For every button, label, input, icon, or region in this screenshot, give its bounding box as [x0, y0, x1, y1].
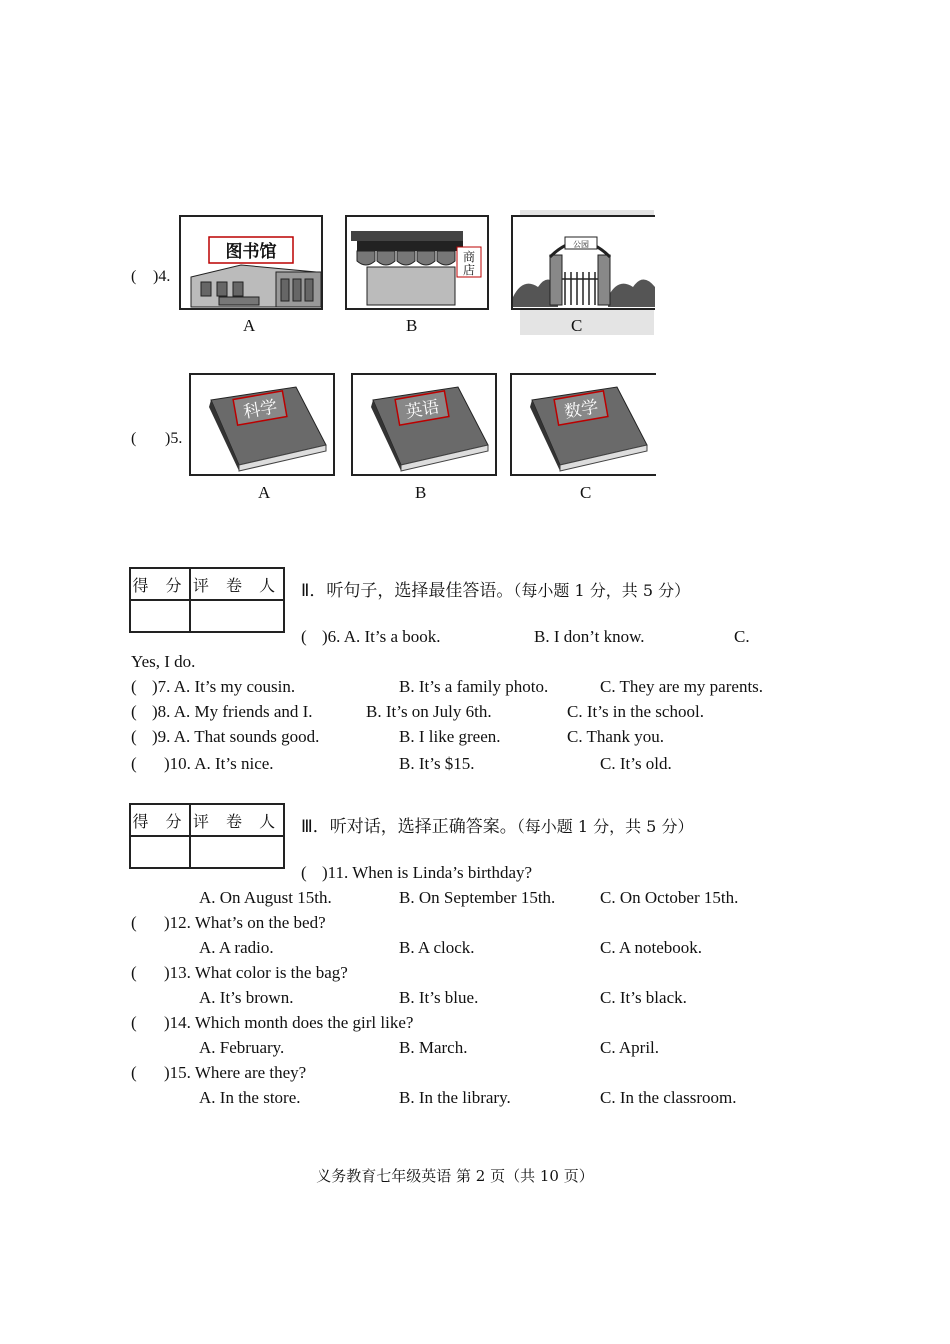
english-book-icon [353, 375, 495, 474]
english-sign: 英语 [403, 397, 441, 423]
q8-option-b: B. It’s on July 6th. [366, 702, 492, 721]
q7-option-b: B. It’s a family photo. [399, 677, 549, 696]
q5-option-b-label: B [415, 483, 427, 502]
shop-icon [347, 217, 487, 308]
score-box-section3 [129, 803, 285, 869]
grader-header: 评 卷 人 [190, 568, 284, 600]
q13-option-a: A. It’s brown. [199, 988, 294, 1007]
q5-option-c-image[interactable] [510, 373, 656, 476]
q5-paren[interactable]: ( [131, 430, 137, 447]
q8-stem: )8. A. My friends and I. [152, 702, 313, 721]
q6-option-c-text: Yes, I do. [131, 652, 196, 671]
q5-option-a-label: A [258, 483, 271, 502]
score-cell[interactable] [130, 836, 190, 868]
q11-option-c: C. On October 15th. [600, 888, 739, 907]
q12-stem: )12. What’s on the bed? [164, 913, 326, 932]
q14-stem: )14. Which month does the girl like? [164, 1013, 414, 1032]
q8-paren[interactable]: ( [131, 702, 137, 721]
q6-option-c: C. [734, 627, 750, 646]
q12-option-a: A. A radio. [199, 938, 274, 957]
score-header: 得 分 [130, 804, 190, 836]
q14-option-a: A. February. [199, 1038, 285, 1057]
score-box-section2 [129, 567, 285, 633]
q13-option-c: C. It’s black. [600, 988, 687, 1007]
library-building-icon [181, 217, 321, 308]
grader-cell[interactable] [190, 600, 284, 632]
svg-text:店: 店 [462, 263, 476, 277]
q4-option-b-image[interactable] [345, 215, 489, 310]
q11-stem: )11. When is Linda’s birthday? [322, 863, 533, 882]
q15-option-b: B. In the library. [399, 1088, 511, 1107]
section3-title: Ⅲ．听对话，选择正确答案。（每小题 1 分，共 5 分） [301, 817, 694, 837]
svg-text:商: 商 [462, 250, 476, 264]
park-gate-icon [513, 217, 655, 308]
q5-option-b-image[interactable] [351, 373, 497, 476]
q4-option-b-label: B [406, 316, 418, 335]
q13-stem: )13. What color is the bag? [164, 963, 348, 982]
q4-number: )4. [153, 268, 171, 285]
section2-title: Ⅱ．听句子，选择最佳答语。（每小题 1 分，共 5 分） [301, 581, 691, 601]
q5-option-a-image[interactable] [189, 373, 335, 476]
q4-option-c-image[interactable] [511, 215, 655, 310]
q13-paren[interactable]: ( [131, 963, 137, 982]
q7-stem: )7. A. It’s my cousin. [152, 677, 296, 696]
library-sign: 图书馆 [225, 242, 277, 262]
q4-option-c-label: C [571, 316, 583, 335]
q12-option-b: B. A clock. [399, 938, 475, 957]
q15-option-a: A. In the store. [199, 1088, 301, 1107]
q12-paren[interactable]: ( [131, 913, 137, 932]
score-header: 得 分 [130, 568, 190, 600]
q15-option-c: C. In the classroom. [600, 1088, 737, 1107]
q6-paren[interactable]: ( [301, 627, 307, 646]
q11-paren[interactable]: ( [301, 863, 307, 882]
q4-option-a-label: A [243, 316, 256, 335]
q9-option-c: C. Thank you. [567, 727, 664, 746]
q11-option-b: B. On September 15th. [399, 888, 556, 907]
q14-paren[interactable]: ( [131, 1013, 137, 1032]
q4-paren[interactable]: ( [131, 268, 137, 285]
math-sign: 数学 [562, 397, 600, 423]
q12-option-c: C. A notebook. [600, 938, 703, 957]
q13-option-b: B. It’s blue. [399, 988, 479, 1007]
q6-stem: )6. A. It’s a book. [322, 627, 441, 646]
q10-option-b: B. It’s $15. [399, 754, 475, 773]
science-book-icon [191, 375, 333, 474]
q5-number: )5. [165, 430, 183, 447]
score-cell[interactable] [130, 600, 190, 632]
q10-stem: )10. A. It’s nice. [164, 754, 274, 773]
q15-stem: )15. Where are they? [164, 1063, 307, 1082]
park-sign: 公园 [573, 240, 589, 249]
q15-paren[interactable]: ( [131, 1063, 137, 1082]
q10-option-c: C. It’s old. [600, 754, 672, 773]
q11-option-a: A. On August 15th. [199, 888, 332, 907]
q9-option-b: B. I like green. [399, 727, 501, 746]
q7-paren[interactable]: ( [131, 677, 137, 696]
q4-option-a-image[interactable] [179, 215, 323, 310]
q14-option-c: C. April. [600, 1038, 660, 1057]
q9-stem: )9. A. That sounds good. [152, 727, 320, 746]
page-footer: 义务教育七年级英语 第 2 页（共 10 页） [316, 1167, 594, 1185]
q14-option-b: B. March. [399, 1038, 468, 1057]
q5-option-c-label: C [580, 483, 592, 502]
q8-option-c: C. It’s in the school. [567, 702, 704, 721]
grader-cell[interactable] [190, 836, 284, 868]
q6-option-b: B. I don’t know. [534, 627, 645, 646]
q9-paren[interactable]: ( [131, 727, 137, 746]
grader-header: 评 卷 人 [190, 804, 284, 836]
science-sign: 科学 [241, 397, 279, 423]
math-book-icon [512, 375, 656, 474]
q7-option-c: C. They are my parents. [600, 677, 764, 696]
q10-paren[interactable]: ( [131, 754, 137, 773]
